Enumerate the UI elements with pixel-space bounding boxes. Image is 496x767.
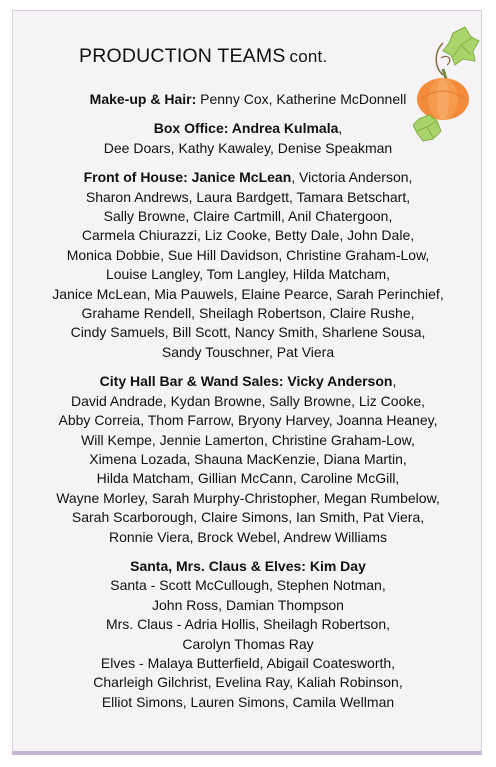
credit-section bbox=[26, 168, 470, 362]
credit-line: Carmela Chiurazzi, Liz Cooke, Betty Dale, John Dale, bbox=[81, 227, 415, 244]
credit-line: Janice McLean, Mia Pauwels, Elaine Pearce, Sarah Perinchief, bbox=[52, 285, 444, 302]
credit-line: Will Kempe, Jennie Lamerton, Christine Graham-Low, bbox=[81, 431, 415, 448]
section-heading bbox=[26, 372, 470, 391]
credit-line: Elves - Malaya Butterfield, Abigail Coatesworth, bbox=[100, 654, 396, 671]
credit-line: John Ross, Damian Thompson bbox=[152, 596, 344, 613]
section-heading-bold: Santa, Mrs. Claus & Elves: Kim Day bbox=[130, 557, 366, 574]
credit-line: Elliot Simons, Lauren Simons, Camila Wellman bbox=[101, 693, 395, 710]
credit-line: Ximena Lozada, Shauna MacKenzie, Diana Martin, bbox=[89, 450, 407, 467]
credit-line: Louise Langley, Tom Langley, Hilda Matcham, bbox=[105, 266, 391, 283]
credit-line: Charleigh Gilchrist, Evelina Ray, Kaliah Robinson, bbox=[93, 674, 403, 691]
section-heading-bold: Front of House: Janice McLean bbox=[83, 169, 292, 186]
section-heading bbox=[26, 90, 470, 109]
section-heading-bold: Make-up & Hair: bbox=[89, 91, 197, 107]
credit-line: Monica Dobbie, Sue Hill Davidson, Christine Graham-Low, bbox=[66, 246, 430, 263]
credit-section bbox=[26, 372, 470, 547]
page-title bbox=[79, 45, 327, 68]
credit-section bbox=[26, 557, 470, 712]
credit-line: Cindy Samuels, Bill Scott, Nancy Smith, Sharlene Sousa, bbox=[70, 324, 426, 341]
credit-line: Santa - Scott McCullough, Stephen Notman, bbox=[110, 577, 386, 594]
credit-line: Abby Correia, Thom Farrow, Bryony Harvey, Joanna Heaney, bbox=[58, 412, 438, 429]
credit-line: Grahame Rendell, Sheilagh Robertson, Claire Rushe, bbox=[81, 305, 415, 322]
credit-line: Ronnie Viera, Brock Webel, Andrew Williams bbox=[108, 528, 388, 545]
section-heading-bold: Box Office: Andrea Kulmala bbox=[153, 120, 339, 137]
credits-list bbox=[26, 90, 470, 722]
section-heading bbox=[26, 119, 470, 138]
credit-line: Hilda Matcham, Gillian McCann, Caroline McGill, bbox=[96, 470, 400, 487]
credit-section bbox=[26, 90, 470, 109]
credit-line: David Andrade, Kydan Browne, Sally Browne, Liz Cooke, bbox=[70, 392, 426, 409]
credit-line: Sarah Scarborough, Claire Simons, Ian Smith, Pat Viera, bbox=[71, 509, 425, 526]
section-heading bbox=[26, 168, 470, 187]
credit-line: Sharon Andrews, Laura Bardgett, Tamara Betschart, bbox=[85, 188, 411, 205]
title-cont: cont. bbox=[289, 47, 328, 66]
section-heading-rest: Penny Cox, Katherine McDonnell bbox=[196, 91, 407, 107]
section-heading-rest: , bbox=[338, 120, 343, 137]
credit-section bbox=[26, 119, 470, 158]
title-main: PRODUCTION TEAMS bbox=[79, 45, 286, 67]
section-heading-rest: , bbox=[392, 373, 397, 390]
credit-line: Dee Doars, Kathy Kawaley, Denise Speakman bbox=[103, 139, 393, 156]
credit-line: Sandy Touschner, Pat Viera bbox=[161, 343, 335, 360]
section-heading bbox=[26, 557, 470, 576]
credit-line: Mrs. Claus - Adria Hollis, Sheilagh Robertson, bbox=[105, 616, 390, 633]
credit-line: Wayne Morley, Sarah Murphy-Christopher, Megan Rumbelow, bbox=[56, 489, 440, 506]
credit-line: Sally Browne, Claire Cartmill, Anil Chatergoon, bbox=[103, 208, 393, 225]
section-heading-bold: City Hall Bar & Wand Sales: Vicky Anderson bbox=[99, 373, 393, 390]
section-heading-rest: , Victoria Anderson, bbox=[291, 169, 413, 186]
credit-line: Carolyn Thomas Ray bbox=[182, 635, 314, 652]
